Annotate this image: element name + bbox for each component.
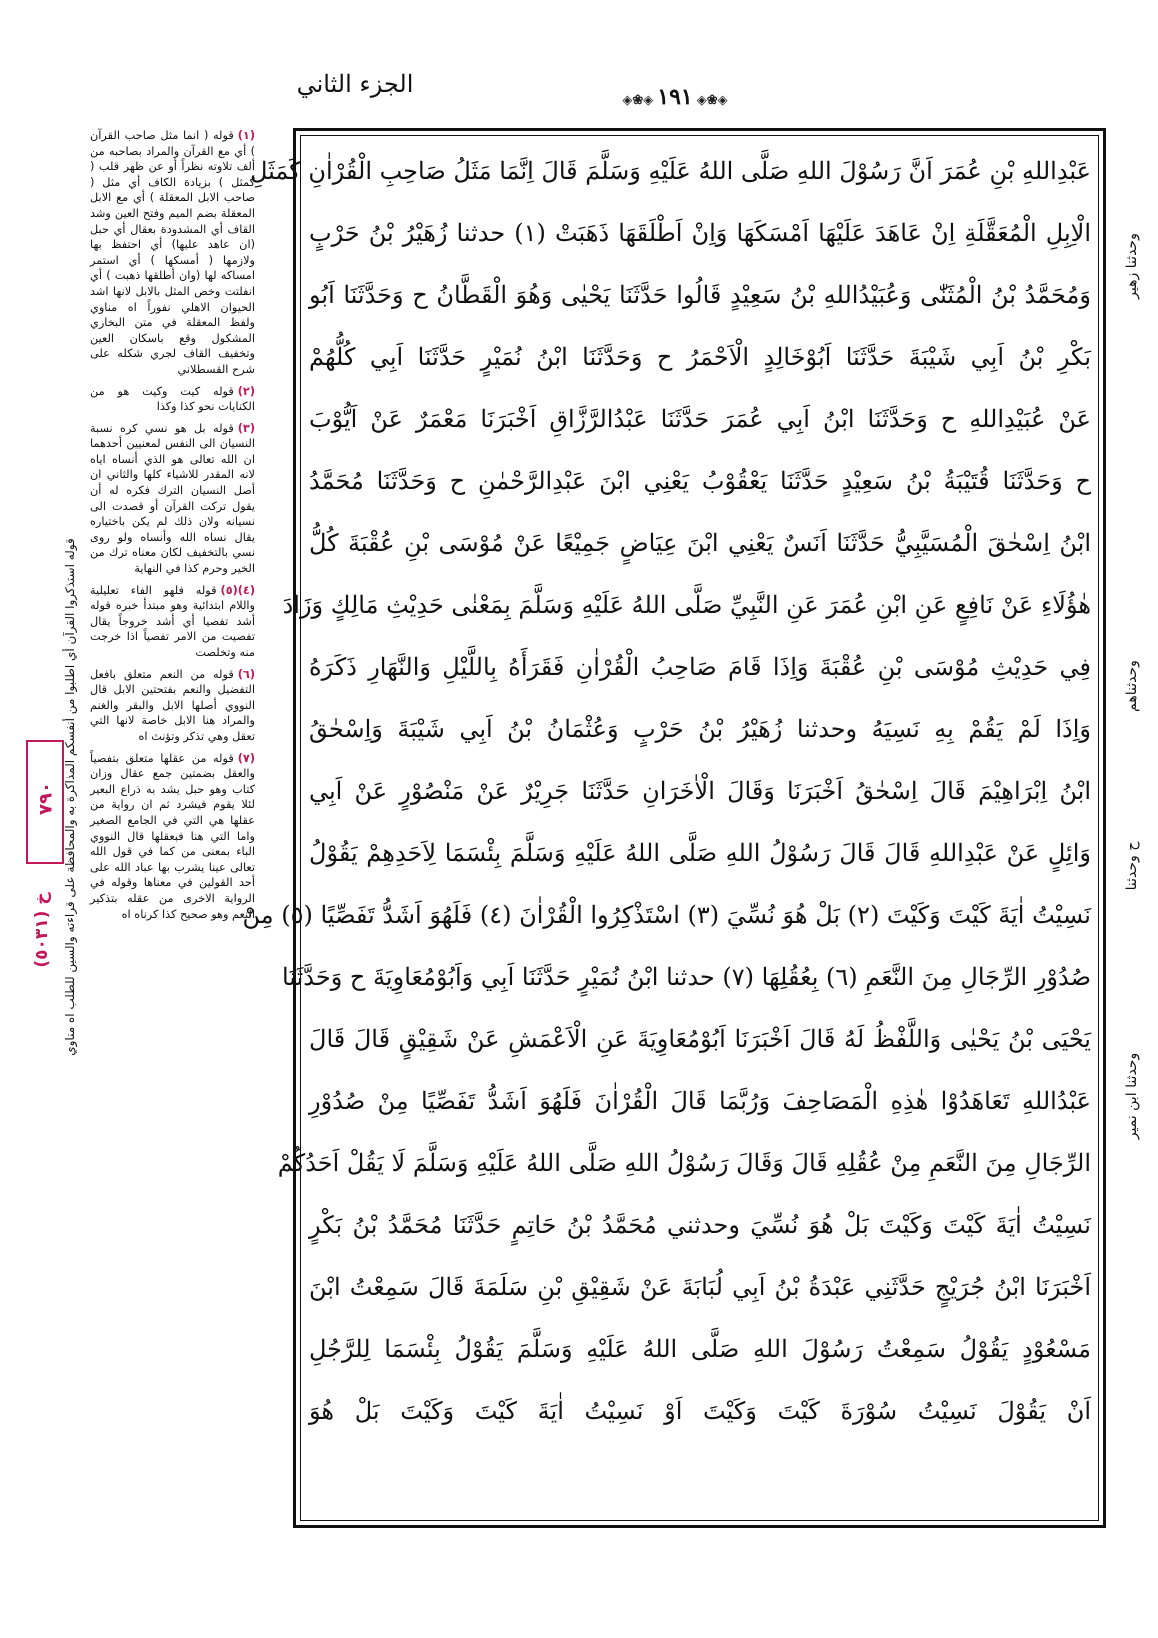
text-line: الْاِبِلِ الْمُعَقَّلَةِ اِنْ عَاهَدَ عَلَيْهَا اَمْسَكَهَا وَاِنْ اَطْلَقَهَا ذَهَبَتْ (١) حدثنا زُهَيْرُ بْنُ حَرْبٍ — [309, 219, 1091, 247]
text-line: وَمُحَمَّدُ بْنُ الْمُثَنّٰى وَعُبَيْدُاللهِ بْنُ سَعِيْدٍ قَالُوا حَدَّثَنَا يَحْيٰى وَهُوَ الْقَطَّانُ ح وَحَدَّثَنَا اَبُو — [309, 281, 1091, 309]
footnote-text: قوله بل هو نسي كره نسبة النسيان الى النفس لمعنيين أحدهما ان الله تعالى هو الذي أنساه اياه لانه المقدر للاشياء كلها والثاني ان أصل النسيان الترك فكره له أن يقول تركت القرآن أو قصدت الى نسيانه ولان ذلك لم يكن باختياره يقال نساه الله وأنساه ولو روى نسي بالتخفيف لكان معناه ترك من الخير وحرم كذا في النهاية — [90, 421, 255, 576]
right-margin-text: وحدثنا ابن نمير — [1124, 1052, 1140, 1140]
left-margin-note-text: قوله استذكروا القرآن أي اطلبوا من أنفسكم المذاكرة به والمحافظة على قراءته والسين للطلب اه مناوي — [63, 538, 77, 1056]
text-line: الرِّجَالِ مِنَ النَّعَمِ مِنْ عُقُلِهِ قَالَ وَقَالَ رَسُوْلُ اللهِ صَلَّى اللهُ عَلَيْهِ وَسَلَّمَ لَا يَقُلْ اَحَدُكُمْ — [277, 1149, 1091, 1177]
footnote — [90, 384, 255, 415]
text-line: ابْنُ اِسْحٰقَ الْمُسَيَّبِيُّ حَدَّثَنَا اَنَسٌ يَعْنِي ابْنَ عِيَاضٍ جَمِيْعًا عَنْ مُوْسَى بْنِ عُقْبَةَ كُلُّ — [309, 529, 1091, 557]
text-line: نَسِيْتُ اٰيَةَ كَيْتَ وَكَيْتَ بَلْ هُوَ نُسِّيَ وحدثني مُحَمَّدُ بْنُ حَاتِمٍ حَدَّثَنَا مُحَمَّدُ بْنُ بَكْرٍ — [309, 1211, 1091, 1239]
right-margin-text: وحدثناهم — [1124, 660, 1140, 712]
footnote — [90, 128, 255, 378]
text-line: عَنْ عُبَيْدِاللهِ ح وَحَدَّثَنَا ابْنُ اَبِي عُمَرَ حَدَّثَنَا عَبْدُالرَّزَّاقِ اَخْبَرَنَا مَعْمَرٌ عَنْ اَيُّوْبَ — [309, 405, 1091, 433]
text-line: نَسِيْتُ اٰيَةَ كَيْتَ وَكَيْتَ (٢) بَلْ هُوَ نُسِّيَ (٣) اسْتَذْكِرُوا الْقُرْاٰنَ (٤) فَلَهُوَ اَشَدُّ تَفَصِّيًا (٥) مِنْ — [242, 901, 1091, 929]
text-line: صُدُوْرِ الرِّجَالِ مِنَ النَّعَمِ (٦) بِعُقُلِهَا (٧) حدثنا ابْنُ نُمَيْرٍ حَدَّثَنَا اَبِي وَاَبُوْمُعَاوِيَةَ ح وَحَدَّثَنَا — [282, 963, 1091, 991]
hadith-text — [242, 140, 1091, 1442]
text-line: اَنْ يَقُوْلَ نَسِيْتُ سُوْرَةَ كَيْتَ وَكَيْتَ اَوْ نَسِيْتُ اٰيَةَ كَيْتَ وَكَيْتَ بَلْ هُوَ — [309, 1397, 1091, 1425]
reference-box-number: ٧٩٠ — [35, 782, 57, 815]
footnote-number: (١) — [237, 129, 255, 142]
reference-box — [26, 740, 64, 864]
reference-number — [22, 870, 62, 990]
text-line: ابْنُ اِبْرَاهِيْمَ قَالَ اِسْحٰقُ اَخْبَرَنَا وَقَالَ الْاٰخَرَانِ حَدَّثَنَا جَرِيْرٌ عَنْ مَنْصُوْرٍ عَنْ اَبِي — [309, 777, 1091, 805]
footnote-number: (٣) — [237, 421, 255, 435]
text-line: مَسْعُوْدٍ يَقُوْلُ سَمِعْتُ رَسُوْلَ اللهِ صَلَّى اللهُ عَلَيْهِ وَسَلَّمَ يَقُوْلُ بِئْسَمَا لِلرَّجُلِ — [309, 1335, 1091, 1363]
footnote — [90, 751, 255, 923]
footnote-number: (٤)(٥) — [220, 583, 255, 597]
right-margin-note-2 — [1112, 590, 1152, 790]
footnote-text: قوله كيت وكيت هو من الكنايات نحو كذا وكذا — [90, 384, 255, 414]
footnote-text: قوله من عقلها متعلق بتفصياً والعقل بضمتين جمع عقال وزان كتاب وهو حبل يشد به ذراع البعير لئلا يقوم فيشرد ثم ان رواية من عقلها هي التي في الجامع الصغير واما التي هنا فبعقلها قال النووي الباء بمعنى من كما في قول الله تعالى عينا يشرب بها عباد الله على أحد القولين في معناها وقوله في الرواية الاخرى من عقله بتذكير النعم وهو صحيح كذا كرناه اه — [90, 751, 255, 921]
right-margin-note-1 — [1112, 170, 1152, 370]
text-line: هٰؤُلَاءِ عَنْ نَافِعٍ عَنِ ابْنِ عُمَرَ عَنِ النَّبِيِّ صَلَّى اللهُ عَلَيْهِ وَسَلَّمَ بِمَعْنٰى حَدِيْثِ مَالِكٍ وَزَادَ — [282, 591, 1091, 619]
text-line: يَحْيَى بْنُ يَحْيٰى وَاللَّفْظُ لَهُ قَالَ اَخْبَرَنَا اَبُوْمُعَاوِيَةَ عَنِ الْاَعْمَشِ عَنْ شَقِيْقٍ قَالَ قَالَ — [309, 1025, 1091, 1053]
footnote — [90, 667, 255, 745]
right-margin-note-3 — [1112, 770, 1152, 970]
footnote-text: قوله من النعم متعلق بافعل التفضيل والنعم بفتحتين الابل قال النووي أصلها الابل والبقر والغنم والمراد هنا الابل خاصة لانها التي تعقل وهي تذكر وتؤنث اه — [90, 667, 255, 743]
text-line: عَبْدُاللهِ تَعَاهَدُوْا هٰذِهِ الْمَصَاحِفَ وَرُبَّمَا قَالَ الْقُرْاٰنَ فَلَهُوَ اَشَدُّ تَفَصِّيًا مِنْ صُدُوْرِ — [309, 1087, 1091, 1115]
text-line: بَكْرِ بْنُ اَبِي شَيْبَةَ حَدَّثَنَا اَبُوْخَالِدٍ الْاَحْمَرُ ح وَحَدَّثَنَا ابْنُ نُمَيْرٍ حَدَّثَنَا اَبِي كُلُّهُمْ — [309, 343, 1091, 371]
footnote — [90, 421, 255, 577]
right-margin-note-4 — [1112, 1000, 1152, 1200]
page-number: ◈❀◈ ١٩١ ◈❀◈ — [600, 84, 750, 110]
right-margin-text: ح وحدثنا — [1124, 841, 1140, 891]
text-line: اَخْبَرَنَا ابْنُ جُرَيْجٍ حَدَّثَنِي عَبْدَةُ بْنُ اَبِي لُبَابَةَ عَنْ شَقِيْقِ بْنِ سَلَمَةَ قَالَ سَمِعْتُ ابْنَ — [309, 1273, 1091, 1301]
footnote-text: قوله فلهو الفاء تعليلية واللام ابتدائية وهو مبتدأ خبره قوله أشد تفصيا أي أشد خروجاً يقال تفصيت من الامر تفصياً اذا خرجت منه وتخلصت — [90, 583, 255, 659]
footnote-number: (٦) — [237, 667, 255, 681]
footnote-number: (٢) — [237, 384, 255, 398]
text-line: وَائِلٍ عَنْ عَبْدِاللهِ قَالَ قَالَ رَسُوْلُ اللهِ صَلَّى اللهُ عَلَيْهِ وَسَلَّمَ بِئْسَمَا لِاَحَدِهِمْ يَقُوْلُ — [309, 839, 1091, 867]
part-title: الجزء الثاني — [296, 70, 414, 98]
footnote-text: قوله ( انما مثل صاحب القرآن ) أي مع القرآن والمراد بصاحبه من ألف تلاوته نظراً أو عن ظهر قلب ( كمثل ) بزيادة الكاف أي مثل ( صاحب الابل المعقلة ) أي مع الابل المعقلة بضم الميم وفتح العين وشد القاف أي المشدودة بعقال أي حبل (ان عاهد عليها) أي احتفظ بها ولازمها ( أمسكها ) أي استمر امساكه لها (وان أطلقها ذهبت ) أي انفلتت وخص المثل بالابل لانها اشد الحيوان الاهلي نفوراً اه مناوي ولفظ المعقلة في متن البخاري المشكول وقع باسكان العين وتخفيف القاف لجري شكله على شرح القسطلاني — [90, 129, 255, 376]
text-line: وَاِذَا لَمْ يَقُمْ بِهِ نَسِيَهُ وحدثنا زُهَيْرُ بْنُ حَرْبٍ وَعُثْمَانُ بْنُ اَبِي شَيْبَةَ وَاِسْحٰقُ — [309, 715, 1091, 743]
footnote-number: (٧) — [237, 751, 255, 765]
footnote — [90, 583, 255, 661]
reference-number-text: (٥٠٣١) خ — [32, 892, 52, 968]
right-margin-text: وحدثنا زهير — [1124, 233, 1140, 299]
text-line: عَبْدِاللهِ بْنِ عُمَرَ اَنَّ رَسُوْلَ اللهِ صَلَّى اللهُ عَلَيْهِ وَسَلَّمَ قَالَ اِنَّمَا مَثَلُ صَاحِبِ الْقُرْاٰنِ كَمَثَلِ — [249, 157, 1091, 185]
text-line: ح وَحَدَّثَنَا قُتَيْبَةُ بْنُ سَعِيْدٍ حَدَّثَنَا يَعْقُوْبُ يَعْنِي ابْنَ عَبْدِالرَّحْمٰنِ ح وَحَدَّثَنَا مُحَمَّدُ — [309, 467, 1091, 495]
left-margin-note — [60, 150, 88, 1450]
footnotes-column — [90, 128, 255, 928]
text-line: فِي حَدِيْثِ مُوْسَى بْنِ عُقْبَةَ وَاِذَا قَامَ صَاحِبُ الْقُرْاٰنِ فَقَرَأَهُ بِاللَّيْلِ وَالنَّهَارِ ذَكَرَهُ — [309, 653, 1091, 681]
